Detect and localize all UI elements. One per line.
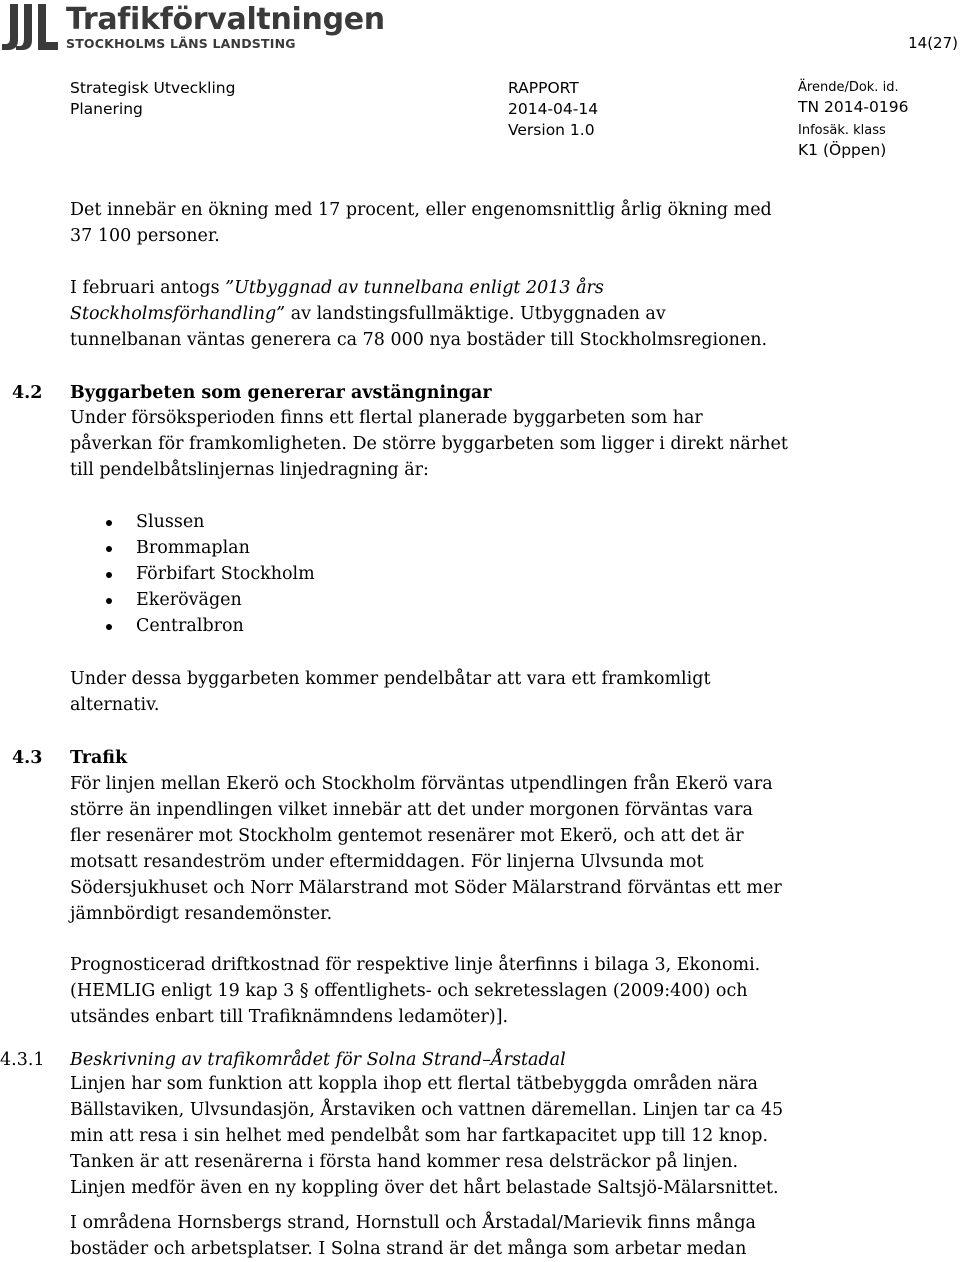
text-span: av landstingsfullmäktige. Utbyggnaden av [285,304,666,324]
list-item: Förbifart Stockholm [70,561,315,587]
list-item: Brommaplan [70,535,315,561]
text-line: Linjen har som funktion att koppla ihop ett flertal tätbebyggda områden nära [70,1074,758,1094]
text-line: Tanken är att resenärerna i första hand kommer resa delsträckor på linjen. [70,1152,739,1172]
header-report-info [508,78,598,141]
text-line: min att resa i sin helhet med pendelbåt som har fartkapacitet upp till 12 knop. [70,1126,769,1146]
construction-list [70,509,315,639]
text-line [70,301,810,327]
header-class-value: K1 (Öppen) [798,141,887,159]
paragraph-route-description [70,1071,810,1201]
paragraph-alternative [70,666,810,718]
text-line: Södersjukhuset och Norr Mälarstrand mot Söder Mälarstrand förväntas ett mer [70,878,782,898]
text-line: fler resenärer mot Stockholm gentemot resenärer mot Ekerö, och att det är [70,826,744,846]
section-4-3-title: Trafik [70,748,128,768]
text-line: motsatt resandeström under eftermiddagen. För linjerna Ulvsunda mot [70,852,704,872]
text-line: till pendelbåtslinjernas linjedragning är: [70,460,429,480]
brand-name: Trafikförvaltningen [66,2,385,37]
header-department-line2: Planering [70,100,143,118]
text-line: 37 100 personer. [70,226,220,246]
header-report-type: RAPPORT [508,79,579,97]
text-span: I februari antogs [70,278,226,298]
text-line: För linjen mellan Ekerö och Stockholm förväntas utpendlingen från Ekerö vara [70,774,773,794]
list-item: Slussen [70,509,315,535]
text-line: jämnbördigt resandemönster. [70,904,333,924]
text-line: Det innebär en ökning med 17 procent, eller engenomsnittlig årlig ökning med [70,200,772,220]
text-line: Under försöksperioden finns ett flertal planerade byggarbeten som har [70,408,703,428]
header-report-date: 2014-04-14 [508,100,599,118]
page-number: 14(27) [908,34,958,52]
text-line: I områdena Hornsbergs strand, Hornstull och Årstadal/Marievik finns många [70,1213,756,1233]
text-line: Bällstaviken, Ulvsundasjön, Årstaviken och vattnen däremellan. Linjen tar ca 45 [70,1100,784,1120]
text-line: alternativ. [70,695,160,715]
header-report-version: Version 1.0 [508,121,595,139]
paragraph-metro [70,275,810,353]
text-line: bostäder och arbetsplatser. I Solna strand är det många som arbetar medan [70,1239,747,1259]
text-line: större än inpendlingen vilket innebär att det under morgonen förväntas vara [70,800,753,820]
paragraph-construction [70,405,810,483]
list-item: Ekerövägen [70,587,315,613]
header-case-id: TN 2014-0196 [798,98,909,116]
text-line: påverkan för framkomligheten. De större byggarbeten som ligger i direkt närhet [70,434,788,454]
header-department-line1: Strategisk Utveckling [70,79,236,97]
italic-title: ”Utbyggnad av tunnelbana enligt 2013 års [225,278,604,298]
section-4-2-title: Byggarbeten som genererar avstängningar [70,383,492,403]
paragraph-cost [70,952,810,1030]
header-case-info [798,78,908,161]
header-case-label: Ärende/Dok. id. [798,80,899,95]
section-4-3-number: 4.3 [12,748,43,768]
section-4-2-number: 4.2 [12,383,43,403]
italic-title: Stockholmsförhandling” [70,304,286,324]
text-line: utsändes enbart till Trafiknämndens ledamöter)]. [70,1007,509,1027]
section-4-3-1-number: 4.3.1 [0,1050,45,1070]
brand-subtitle: STOCKHOLMS LÄNS LANDSTING [66,36,296,51]
text-line: tunnelbanan väntas generera ca 78 000 nya bostäder till Stockholmsregionen. [70,330,768,350]
header-class-label: Infosäk. klass [798,123,886,138]
list-item: Centralbron [70,613,315,639]
text-line [70,275,810,301]
text-line: Linjen medför även en ny koppling över det hårt belastade Saltsjö-Mälarsnittet. [70,1178,779,1198]
paragraph-areas [70,1210,810,1262]
paragraph-traffic [70,771,810,927]
paragraph-growth [70,197,810,249]
section-4-3-1-title: Beskrivning av trafikområdet för Solna Strand–Årstadal [70,1050,566,1070]
text-line: (HEMLIG enligt 19 kap 3 § offentlighets- och sekretesslagen (2009:400) och [70,981,748,1001]
header-department [70,78,235,120]
text-line: Under dessa byggarbeten kommer pendelbåtar att vara ett framkomligt [70,669,711,689]
text-line: Prognosticerad driftkostnad för respektive linje återfinns i bilaga 3, Ekonomi. [70,955,761,975]
